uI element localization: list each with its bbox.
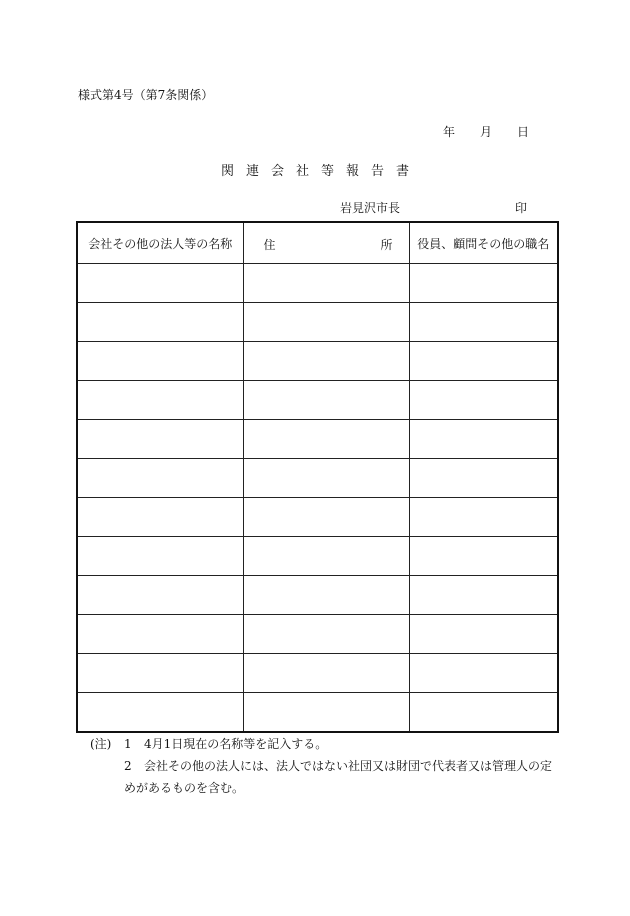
- table-row: [77, 576, 558, 615]
- address-cell[interactable]: [243, 693, 409, 733]
- document-title: 関連会社等報告書: [220, 164, 421, 179]
- name-cell[interactable]: [77, 381, 243, 420]
- header-address: [243, 222, 409, 264]
- date-year-label: 年: [443, 125, 456, 139]
- name-cell[interactable]: [77, 498, 243, 537]
- address-cell[interactable]: [243, 537, 409, 576]
- table-row: [77, 459, 558, 498]
- header-company-name: 会社その他の法人等の名称: [77, 222, 243, 264]
- name-cell[interactable]: [77, 615, 243, 654]
- position-cell[interactable]: [409, 303, 558, 342]
- header-address-left: 住: [263, 238, 276, 252]
- table-row: [77, 303, 558, 342]
- name-cell[interactable]: [77, 537, 243, 576]
- name-cell[interactable]: [77, 576, 243, 615]
- name-cell[interactable]: [77, 459, 243, 498]
- header-position: 役員、顧問その他の職名: [409, 222, 558, 264]
- position-cell[interactable]: [409, 498, 558, 537]
- name-cell[interactable]: [77, 693, 243, 733]
- position-cell[interactable]: [409, 420, 558, 459]
- table-body: [77, 264, 558, 733]
- position-cell[interactable]: [409, 654, 558, 693]
- address-cell[interactable]: [243, 303, 409, 342]
- name-cell[interactable]: [77, 654, 243, 693]
- note-2-continuation: めがあるものを含む。: [124, 781, 245, 795]
- table-header-row: [77, 222, 558, 264]
- date-day-label: 日: [517, 125, 530, 139]
- position-cell[interactable]: [409, 576, 558, 615]
- address-cell[interactable]: [243, 498, 409, 537]
- table-row: [77, 420, 558, 459]
- table-row: [77, 264, 558, 303]
- note-2-number: 2: [124, 759, 132, 773]
- header-address-right: 所: [380, 238, 393, 252]
- form-number: 様式第4号（第7条関係）: [78, 88, 214, 102]
- note-1-number: 1: [124, 737, 132, 751]
- name-cell[interactable]: [77, 342, 243, 381]
- table-row: [77, 498, 558, 537]
- address-cell[interactable]: [243, 654, 409, 693]
- position-cell[interactable]: [409, 615, 558, 654]
- name-cell[interactable]: [77, 264, 243, 303]
- table-row: [77, 615, 558, 654]
- address-cell[interactable]: [243, 381, 409, 420]
- table-row: [77, 693, 558, 733]
- date-line: [443, 123, 529, 140]
- name-cell[interactable]: [77, 303, 243, 342]
- address-cell[interactable]: [243, 576, 409, 615]
- address-cell[interactable]: [243, 459, 409, 498]
- address-cell[interactable]: [243, 264, 409, 303]
- report-table: [76, 221, 559, 733]
- position-cell[interactable]: [409, 459, 558, 498]
- table-row: [77, 654, 558, 693]
- table-row: [77, 381, 558, 420]
- date-month-label: 月: [480, 125, 493, 139]
- name-cell[interactable]: [77, 420, 243, 459]
- address-cell[interactable]: [243, 615, 409, 654]
- position-cell[interactable]: [409, 264, 558, 303]
- addressee: 岩見沢市長: [340, 201, 401, 215]
- address-cell[interactable]: [243, 420, 409, 459]
- notes-label: (注): [90, 737, 112, 751]
- position-cell[interactable]: [409, 537, 558, 576]
- position-cell[interactable]: [409, 381, 558, 420]
- table-row: [77, 342, 558, 381]
- position-cell[interactable]: [409, 342, 558, 381]
- note-2-text: 会社その他の法人には、法人ではない社団又は財団で代表者又は管理人の定: [144, 759, 553, 773]
- table-row: [77, 537, 558, 576]
- address-cell[interactable]: [243, 342, 409, 381]
- note-1-text: 4月1日現在の名称等を記入する。: [144, 737, 328, 751]
- seal-mark: 印: [515, 201, 528, 215]
- position-cell[interactable]: [409, 693, 558, 733]
